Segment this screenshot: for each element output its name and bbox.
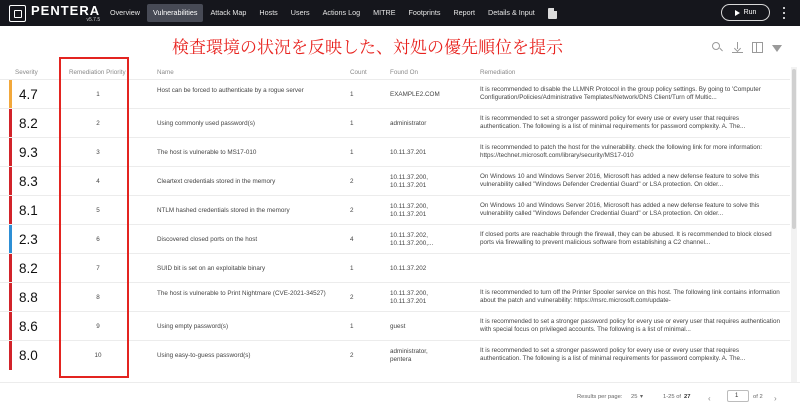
header-count[interactable]: Count [350, 69, 367, 76]
remediation-text [480, 260, 780, 278]
remediation-text: It is recommended to set a stronger password policy for every use or every user that requires authentication. The following is a list of minimal requirements for password complexity. A. The... [480, 115, 746, 131]
header-severity[interactable]: Severity [15, 69, 38, 76]
remediation-priority: 2 [96, 120, 100, 127]
severity-score: 2.3 [19, 232, 38, 247]
more-menu-icon[interactable] [778, 6, 790, 20]
play-icon [735, 10, 740, 16]
severity-score: 8.8 [19, 290, 38, 305]
document-icon[interactable] [548, 8, 557, 19]
remediation-text: On Windows 10 and Windows Server 2016, Microsoft has added a new defense feature to solve this vulnerability called "Windows Defender Credential Guard" or LSA protection. On older... [480, 173, 760, 189]
page-count-label: of 2 [753, 394, 763, 400]
remediation-priority: 8 [96, 294, 100, 301]
vulnerability-name: Host can be forced to authenticate by a rogue server [157, 87, 304, 94]
remediation-priority: 5 [96, 207, 100, 214]
remediation-priority: 4 [96, 178, 100, 185]
annotation-text: 検査環境の状況を反映した、対処の優先順位を提示 [172, 38, 563, 58]
priority-highlight-box [59, 57, 129, 378]
run-button-label: Run [743, 9, 757, 16]
vulnerability-name: Discovered closed ports on the host [157, 236, 258, 243]
severity-score: 8.0 [19, 348, 38, 363]
vulnerability-name: Using easy-to-guess password(s) [157, 352, 251, 359]
top-navigation-bar [0, 0, 800, 26]
nav-item-hosts[interactable]: Hosts [259, 8, 278, 17]
nav-item-actions-log[interactable]: Actions Log [322, 8, 361, 17]
total-count: 27 [684, 394, 691, 400]
vulnerability-name: The host is vulnerable to Print Nightmare (CVE-2021-34527) [157, 290, 326, 297]
severity-score: 4.7 [19, 87, 38, 102]
download-icon[interactable] [732, 42, 743, 53]
count-value: 2 [350, 294, 354, 301]
count-value: 1 [350, 120, 354, 127]
remediation-text: It is recommended to set a stronger password policy for every use or every user that requires authentication with special focus on privileged accounts. The following is a list of minimal... [480, 318, 780, 334]
nav-item-users[interactable]: Users [290, 8, 310, 17]
remediation-text: On Windows 10 and Windows Server 2016, Microsoft has added a new defense feature to solve this vulnerability called "Windows Defender Credential Guard" or LSA protection. On older... [480, 202, 760, 218]
per-page-chevron-icon[interactable]: ▾ [640, 394, 644, 400]
nav-item-mitre[interactable]: MITRE [373, 8, 396, 17]
severity-score: 8.2 [19, 116, 38, 131]
severity-color-bar [9, 138, 12, 167]
remediation-priority: 10 [94, 352, 102, 359]
remediation-priority: 3 [96, 149, 100, 156]
found-on-value: 10.11.37.200, 10.11.37.201 [390, 203, 429, 218]
logo-name: PENTERA [31, 2, 101, 18]
count-value: 1 [350, 323, 354, 330]
header-remediation-priority[interactable]: Remediation Priority [69, 69, 126, 76]
count-value: 2 [350, 352, 354, 359]
vulnerability-name: Using commonly used password(s) [157, 120, 255, 127]
severity-color-bar [9, 80, 12, 109]
found-on-value: administrator [390, 120, 427, 127]
count-value: 1 [350, 149, 354, 156]
remediation-priority: 1 [96, 91, 100, 98]
pagination-footer [0, 382, 800, 410]
run-button[interactable] [721, 4, 770, 21]
severity-color-bar [9, 254, 12, 283]
severity-color-bar [9, 312, 12, 341]
found-on-value: guest [390, 323, 406, 330]
found-on-value: 10.11.37.202 [390, 265, 427, 272]
per-page-select[interactable]: 25 [631, 394, 638, 400]
results-per-page-label: Results per page: [577, 394, 623, 400]
vertical-scrollbar[interactable] [791, 67, 797, 382]
remediation-text: It is recommended to patch the host for the vulnerability. check the following link for more information: https://technet.microsoft.com/library/security/MS17-010 [480, 144, 762, 160]
found-on-value: 10.11.37.200, 10.11.37.201 [390, 174, 429, 189]
page-number-input[interactable]: 1 [727, 390, 749, 402]
severity-score: 9.3 [19, 145, 38, 160]
count-value: 2 [350, 178, 354, 185]
filter-icon[interactable] [772, 45, 782, 52]
vulnerability-name: Using empty password(s) [157, 323, 229, 330]
found-on-value: 10.11.37.201 [390, 149, 427, 156]
nav-item-vulnerabilities[interactable]: Vulnerabilities [147, 4, 203, 22]
found-on-value: EXAMPLE2.COM [390, 91, 440, 98]
severity-color-bar [9, 196, 12, 225]
severity-color-bar [9, 225, 12, 254]
remediation-text: If closed ports are reachable through the firewall, they can be abused. It is recommended to block closed ports via firewalling to prevent malicious software from establishing a C2 channel... [480, 231, 772, 247]
vulnerability-name: SUID bit is set on an exploitable binary [157, 265, 266, 272]
logo-mark-icon [9, 5, 26, 22]
prev-page-icon[interactable]: ‹ [708, 394, 711, 403]
remediation-priority: 7 [96, 265, 100, 272]
remediation-text: It is recommended to turn off the Printer Spooler service on this host. The following link contains information about the patch and vulnerability: https://msrc.microsoft.com/update- [480, 289, 780, 305]
count-value: 2 [350, 207, 354, 214]
found-on-value: 10.11.37.202, 10.11.37.200,... [390, 232, 434, 247]
severity-score: 8.3 [19, 174, 38, 189]
count-value: 1 [350, 91, 354, 98]
found-on-value: administrator, pentera [390, 348, 428, 363]
remediation-priority: 6 [96, 236, 100, 243]
count-value: 4 [350, 236, 354, 243]
nav-item-details-input[interactable]: Details & Input [488, 8, 535, 17]
nav-item-report[interactable]: Report [453, 8, 476, 17]
remediation-priority: 9 [96, 323, 100, 330]
pentera-logo[interactable] [0, 0, 104, 26]
vulnerability-name: NTLM hashed credentials stored in the memory [157, 207, 290, 214]
scrollbar-thumb[interactable] [792, 69, 796, 229]
header-found-on[interactable]: Found On [390, 69, 419, 76]
main-nav [104, 0, 542, 26]
count-value: 1 [350, 265, 354, 272]
header-remediation[interactable]: Remediation [480, 69, 516, 76]
table-toolbar [712, 42, 782, 53]
range-label: 1-25 of [663, 394, 682, 400]
next-page-icon[interactable]: › [774, 394, 777, 403]
severity-color-bar [9, 109, 12, 138]
severity-score: 8.1 [19, 203, 38, 218]
remediation-text: It is recommended to set a stronger password policy for every use or every user that requires authentication. The following is a list of minimal requirements for password complexity. A. The... [480, 347, 746, 363]
header-name[interactable]: Name [157, 69, 174, 76]
vulnerability-name: The host is vulnerable to MS17-010 [157, 149, 257, 156]
vulnerability-name: Cleartext credentials stored in the memory [157, 178, 276, 185]
nav-item-attack-map[interactable]: Attack Map [210, 8, 247, 17]
severity-color-bar [9, 283, 12, 312]
version-label: v5.7.5 [86, 16, 101, 23]
severity-color-bar [9, 341, 12, 370]
found-on-value: 10.11.37.200, 10.11.37.201 [390, 290, 429, 305]
severity-score: 8.2 [19, 261, 38, 276]
columns-icon[interactable] [752, 42, 763, 53]
search-icon[interactable] [712, 42, 723, 53]
remediation-text: It is recommended to disable the LLMNR Protocol in the group policy settings. By going to 'Computer Configuration/Policies/Administrative Templates/Network/DNS Client/Turn off Multic... [480, 86, 761, 102]
severity-score: 8.6 [19, 319, 38, 334]
severity-color-bar [9, 167, 12, 196]
nav-item-overview[interactable]: Overview [110, 8, 140, 17]
nav-item-footprints[interactable]: Footprints [408, 8, 441, 17]
